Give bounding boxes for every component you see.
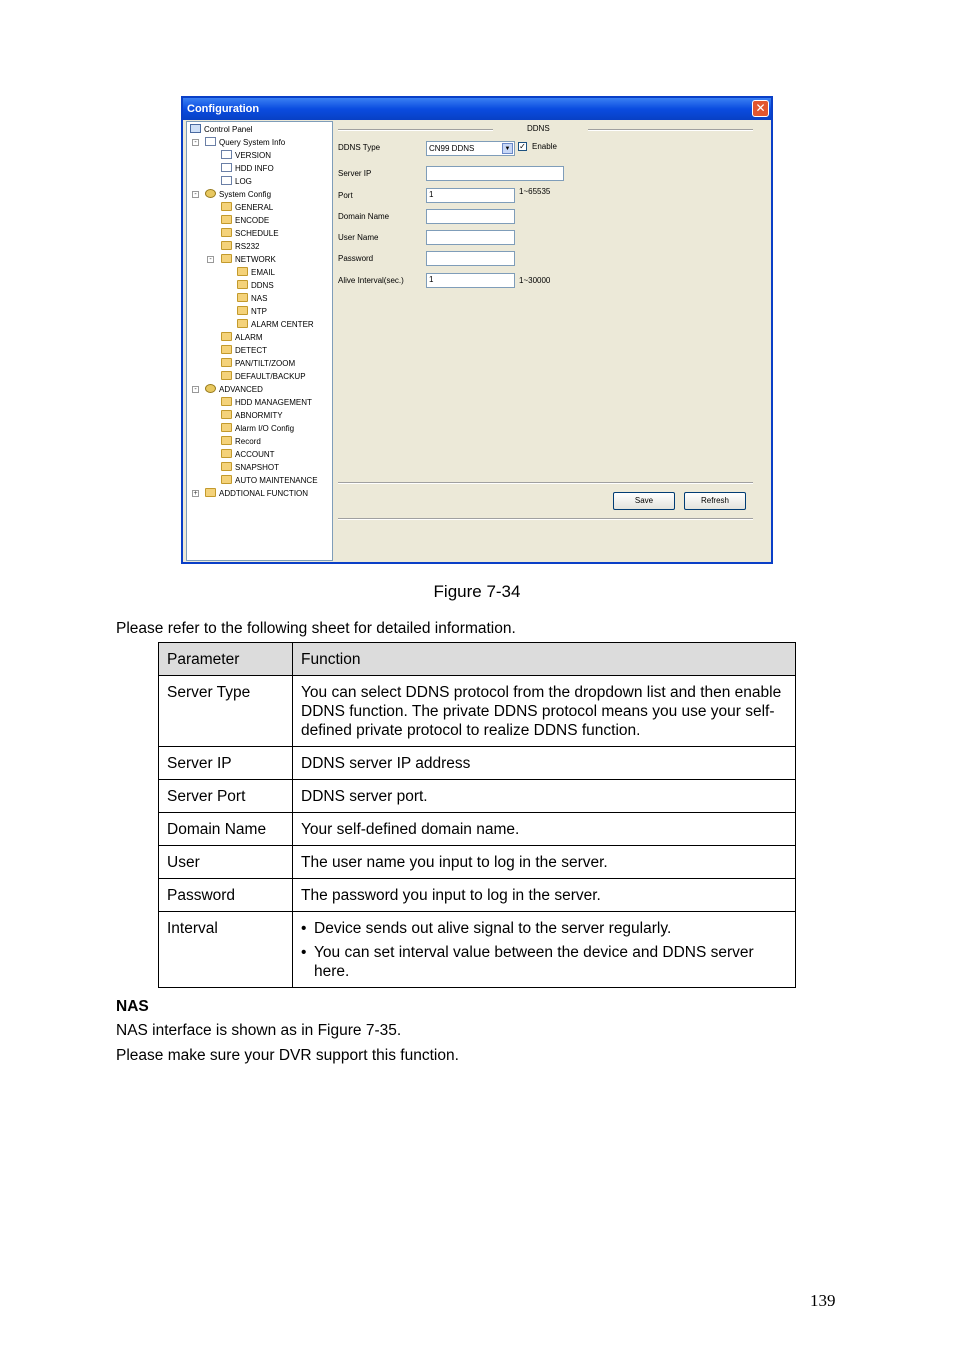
expand-icon[interactable]: +	[193, 490, 198, 497]
tree-item-advanced[interactable]: ADVANCED	[205, 384, 263, 396]
tree-item-pan-tilt-zoom[interactable]: PAN/TILT/ZOOM	[221, 358, 295, 370]
close-icon[interactable]: ✕	[752, 100, 769, 117]
pc-icon	[190, 124, 201, 133]
header-function: Function	[293, 643, 796, 676]
tree-item-ddns[interactable]: DDNS	[237, 280, 274, 292]
folder-icon	[205, 488, 216, 497]
user-name-input[interactable]	[426, 230, 515, 245]
function-cell: DDNS server port.	[293, 780, 796, 813]
folder-icon	[221, 215, 232, 224]
tree-item-hdd-info[interactable]: HDD INFO	[221, 163, 274, 175]
tree-item-log[interactable]: LOG	[221, 176, 252, 188]
folder-icon	[221, 241, 232, 250]
function-cell: You can select DDNS protocol from the dropdown list and then enable DDNS function. The private DDNS protocol means you use your self-defined private protocol to realize DDNS function.	[293, 676, 796, 747]
folder-icon	[221, 410, 232, 419]
ddns-panel	[333, 121, 771, 562]
gear-icon	[205, 189, 216, 198]
param-cell: Server Port	[159, 780, 293, 813]
port-label: Port	[338, 191, 353, 200]
configuration-window	[181, 96, 773, 564]
folder-icon	[221, 423, 232, 432]
function-cell	[293, 912, 796, 988]
folder-icon	[237, 306, 248, 315]
table-row	[159, 879, 796, 912]
list-item: • You can set interval value between the device and DDNS server here.	[301, 943, 787, 981]
folder-icon	[237, 293, 248, 302]
folder-icon	[221, 254, 232, 263]
intro-text: Please refer to the following sheet for detailed information.	[116, 620, 516, 637]
ddns-type-select[interactable]: CN99 DDNS ▼	[426, 141, 515, 156]
function-cell: The password you input to log in the server.	[293, 879, 796, 912]
doc-icon	[221, 150, 232, 159]
folder-icon	[221, 228, 232, 237]
tree-item-alarm[interactable]: ALARM	[221, 332, 263, 344]
table-row	[159, 747, 796, 780]
tree-item-hdd-management[interactable]: HDD MANAGEMENT	[221, 397, 312, 409]
alive-interval-input[interactable]: 1	[426, 273, 515, 288]
config-tree	[186, 121, 333, 561]
enable-label: Enable	[532, 142, 557, 151]
tree-item-additional-function[interactable]: ADDTIONAL FUNCTION	[205, 488, 308, 500]
folder-icon	[221, 358, 232, 367]
bottom-divider	[338, 518, 753, 520]
nas-text-1: NAS interface is shown as in Figure 7-35.	[116, 1022, 402, 1039]
tree-item-version[interactable]: VERSION	[221, 150, 271, 162]
bottom-divider	[338, 482, 753, 484]
tree-item-alarm-io-config[interactable]: Alarm I/O Config	[221, 423, 294, 435]
folder-icon	[221, 371, 232, 380]
param-cell: Domain Name	[159, 813, 293, 846]
param-cell: User	[159, 846, 293, 879]
password-label: Password	[338, 254, 374, 263]
table-header-row	[159, 643, 796, 676]
folder-icon	[221, 397, 232, 406]
window-title: Configuration	[183, 98, 771, 120]
header-parameter: Parameter	[159, 643, 293, 676]
param-cell: Interval	[159, 912, 293, 988]
function-cell: DDNS server IP address	[293, 747, 796, 780]
folder-icon	[221, 436, 232, 445]
bullet-list	[301, 919, 787, 981]
gear-icon	[205, 384, 216, 393]
server-ip-label: Server IP	[338, 169, 372, 178]
tree-item-general[interactable]: GENERAL	[221, 202, 273, 214]
folder-icon	[221, 462, 232, 471]
table-row	[159, 813, 796, 846]
param-cell: Password	[159, 879, 293, 912]
table-row	[159, 676, 796, 747]
tree-item-alarm-center[interactable]: ALARM CENTER	[237, 319, 314, 331]
domain-name-input[interactable]	[426, 209, 515, 224]
refresh-button[interactable]: Refresh	[684, 492, 746, 510]
tree-item-schedule[interactable]: SCHEDULE	[221, 228, 279, 240]
figure-caption: Figure 7-34	[433, 582, 521, 601]
page-number: 139	[810, 1291, 836, 1310]
folder-icon	[221, 475, 232, 484]
list-item: • Device sends out alive signal to the server regularly.	[301, 919, 787, 938]
parameter-table	[158, 642, 796, 988]
tree-item-account[interactable]: ACCOUNT	[221, 449, 275, 461]
folder-icon	[237, 280, 248, 289]
tree-item-auto-maintenance[interactable]: AUTO MAINTENANCE	[221, 475, 318, 487]
enable-checkbox[interactable]: ✓	[519, 142, 526, 151]
save-button[interactable]: Save	[613, 492, 675, 510]
chevron-down-icon: ▼	[502, 143, 513, 154]
folder-icon	[221, 332, 232, 341]
group-divider	[588, 129, 753, 131]
folder-icon	[237, 267, 248, 276]
function-cell: The user name you input to log in the server.	[293, 846, 796, 879]
port-input[interactable]: 1	[426, 188, 515, 203]
tree-item-record[interactable]: Record	[221, 436, 261, 448]
tree-item-snapshot[interactable]: SNAPSHOT	[221, 462, 279, 474]
tree-item-system-config[interactable]: System Config	[205, 189, 271, 201]
folder-icon	[221, 202, 232, 211]
collapse-icon[interactable]: -	[192, 139, 199, 146]
ddns-type-label: DDNS Type	[338, 143, 381, 152]
folder-icon	[237, 319, 248, 328]
table-row	[159, 846, 796, 879]
doc-icon	[221, 176, 232, 185]
table-row	[159, 780, 796, 813]
nas-text-2: Please make sure your DVR support this function.	[116, 1047, 459, 1064]
tree-item-default-backup[interactable]: DEFAULT/BACKUP	[221, 371, 306, 383]
server-ip-input[interactable]	[426, 166, 564, 181]
folder-icon	[221, 345, 232, 354]
password-input[interactable]	[426, 251, 515, 266]
group-title: DDNS	[527, 124, 550, 133]
function-cell: Your self-defined domain name.	[293, 813, 796, 846]
collapse-icon[interactable]: -	[192, 191, 199, 198]
nas-heading: NAS	[116, 998, 149, 1015]
tree-item-query-system-info[interactable]: Query System Info	[205, 137, 285, 149]
alive-interval-label: Alive Interval(sec.)	[338, 276, 404, 285]
tree-item-network[interactable]: NETWORK	[221, 254, 276, 266]
domain-name-label: Domain Name	[338, 212, 390, 221]
tree-item-abnormity[interactable]: ABNORMITY	[221, 410, 283, 422]
tree-item-rs232[interactable]: RS232	[221, 241, 259, 253]
tree-item-encode[interactable]: ENCODE	[221, 215, 269, 227]
doc-icon	[221, 163, 232, 172]
user-name-label: User Name	[338, 233, 379, 242]
param-cell: Server Type	[159, 676, 293, 747]
table-row	[159, 912, 796, 988]
param-cell: Server IP	[159, 747, 293, 780]
tree-item-nas[interactable]: NAS	[237, 293, 267, 305]
tree-item-control-panel[interactable]: Control Panel	[190, 124, 252, 136]
tree-item-ntp[interactable]: NTP	[237, 306, 267, 318]
collapse-icon[interactable]: -	[207, 256, 214, 263]
tree-item-detect[interactable]: DETECT	[221, 345, 267, 357]
tree-item-email[interactable]: EMAIL	[237, 267, 275, 279]
folder-icon	[221, 449, 232, 458]
collapse-icon[interactable]: -	[192, 386, 199, 393]
port-range-hint: 1~65535	[519, 187, 551, 196]
group-divider	[338, 129, 493, 131]
alive-interval-hint: 1~30000	[519, 276, 551, 285]
doc-icon	[205, 137, 216, 146]
